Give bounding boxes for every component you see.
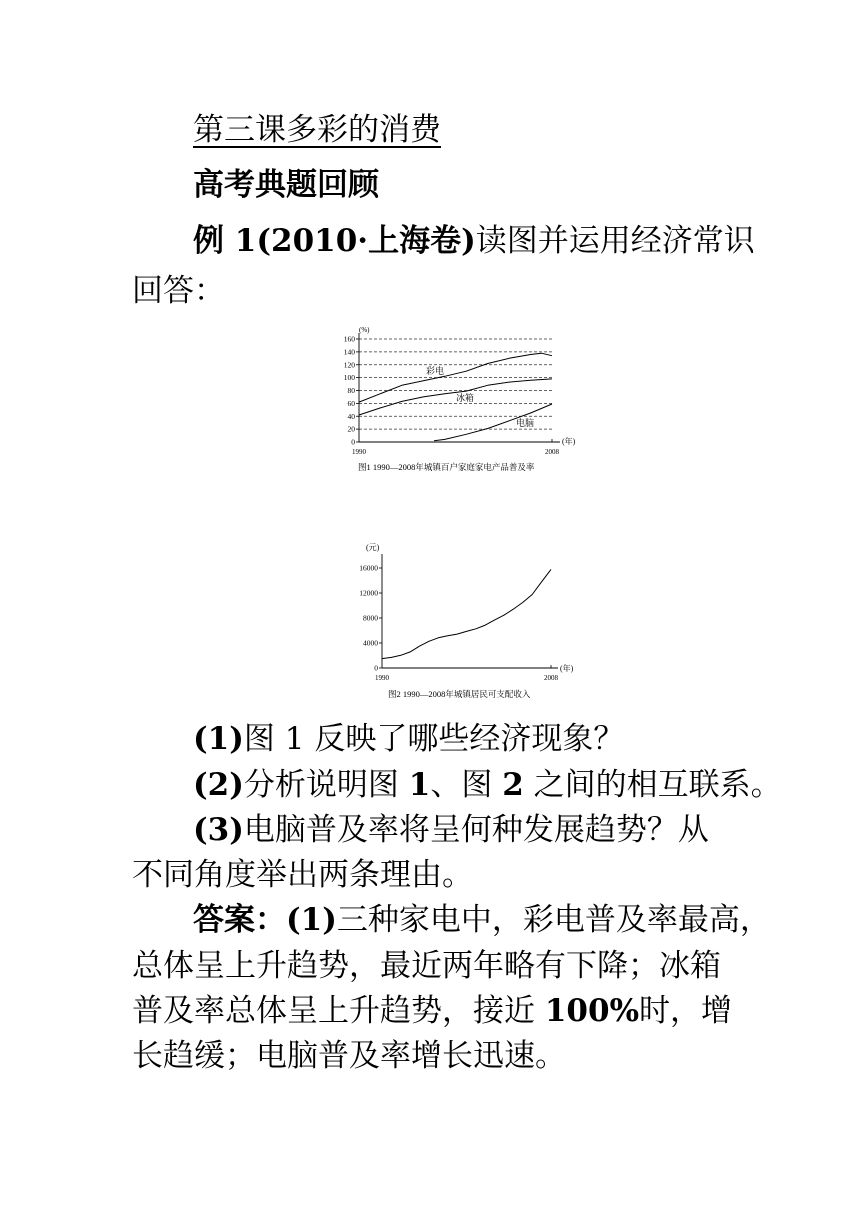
figure-1-line-computer [434, 404, 552, 441]
figure-2-y-tick-label: 8000 [363, 613, 378, 623]
figure-1-y-tick-label: 60 [347, 398, 355, 408]
answer-text-1: 三种家电中，彩电普及率最高， [336, 902, 771, 938]
figure-1-y-tick-label: 160 [343, 334, 355, 344]
figure-2-caption: 图2 1990—2008年城镇居民可支配收入 [388, 689, 531, 699]
figure-1-y-tick-label: 140 [343, 347, 355, 357]
figure-2-line-income [382, 569, 551, 658]
answer-text-3c: 时，增 [639, 993, 733, 1029]
answer-line-3 [132, 989, 732, 1033]
figure-2-y-tick-label: 16000 [359, 563, 378, 573]
example-label: 例 1(2010·上海卷) [193, 223, 476, 259]
answer-line-2: 总体呈上升趋势，最近两年略有下降；冰箱 [132, 948, 721, 984]
example-line-2: 回答： [132, 273, 225, 309]
answer-number: (1) [286, 902, 337, 938]
question-1-number: (1) [193, 721, 244, 757]
figure-1-y-tick-label: 20 [347, 424, 355, 434]
figure-1-y-unit: (%) [359, 326, 370, 334]
question-2-text-c: 之间的相互联系。 [523, 767, 782, 803]
figure-2-chart [338, 540, 598, 700]
answer-label: 答案 [193, 902, 255, 938]
question-2-text-a: 分析说明图 [243, 767, 409, 803]
question-3-number: (3) [193, 812, 244, 848]
answer-line-4: 长趋缓；电脑普及率增长迅速。 [132, 1038, 566, 1074]
lesson-title: 第三课多彩的消费 [193, 112, 441, 148]
answer-line-1 [193, 898, 771, 942]
example-prompt: 读图并运用经济常识 [475, 223, 755, 259]
question-1 [193, 717, 624, 761]
figure-1-x-unit: (年) [562, 437, 576, 446]
example-line-1 [193, 219, 755, 263]
figure-2-y-tick-label: 4000 [363, 638, 378, 648]
question-2-number: (2) [193, 767, 244, 803]
figure-2-y-ticks [359, 564, 382, 673]
figure-1-y-tick-label: 120 [343, 360, 355, 370]
figure-1-x-tick-start: 1990 [352, 448, 366, 456]
question-3-line-1 [193, 808, 709, 852]
question-2 [193, 763, 782, 807]
figure-1-label-fridge: 冰箱 [456, 393, 475, 403]
question-2-figure-ref-2: 2 [502, 767, 524, 803]
figure-1-label-computer: 电脑 [516, 418, 535, 428]
figure-1-label-color-tv: 彩电 [426, 366, 445, 376]
figure-1-y-tick-label: 0 [351, 437, 355, 447]
figure-1-y-ticks [344, 335, 359, 447]
figure-1-chart [338, 322, 598, 478]
section-heading: 高考典题回顾 [193, 167, 379, 203]
figure-2-series [382, 569, 551, 658]
question-1-text: 图 1 反映了哪些经济现象？ [243, 721, 625, 757]
figure-2-x-tick-start: 1990 [375, 674, 389, 682]
figure-2-x-tick-end: 2008 [544, 674, 558, 682]
figure-1-x-tick-end: 2008 [545, 448, 559, 456]
question-3-text: 电脑普及率将呈何种发展趋势？从 [243, 812, 709, 848]
answer-colon: ： [255, 902, 286, 938]
figure-2-y-tick-label: 12000 [359, 588, 378, 598]
question-3-line-2: 不同角度举出两条理由。 [132, 857, 473, 893]
answer-percent: 100% [544, 993, 640, 1029]
figure-1-y-tick-label: 100 [343, 373, 355, 383]
figure-2-y-unit: (元) [366, 543, 380, 552]
figure-2-axes [382, 554, 558, 668]
figure-1-y-tick-label: 80 [347, 386, 355, 395]
figure-1-y-tick-label: 40 [347, 411, 355, 421]
figure-2-x-unit: (年) [560, 664, 574, 673]
figure-2-y-tick-label: 0 [374, 663, 378, 673]
answer-text-3a: 普及率总体呈上升趋势，接近 [132, 993, 545, 1029]
figure-1-caption: 图1 1990—2008年城镇百户家庭家电产品普及率 [358, 462, 535, 472]
question-2-figure-ref-1: 1 [408, 767, 431, 803]
question-2-text-b: 、图 [430, 767, 503, 803]
